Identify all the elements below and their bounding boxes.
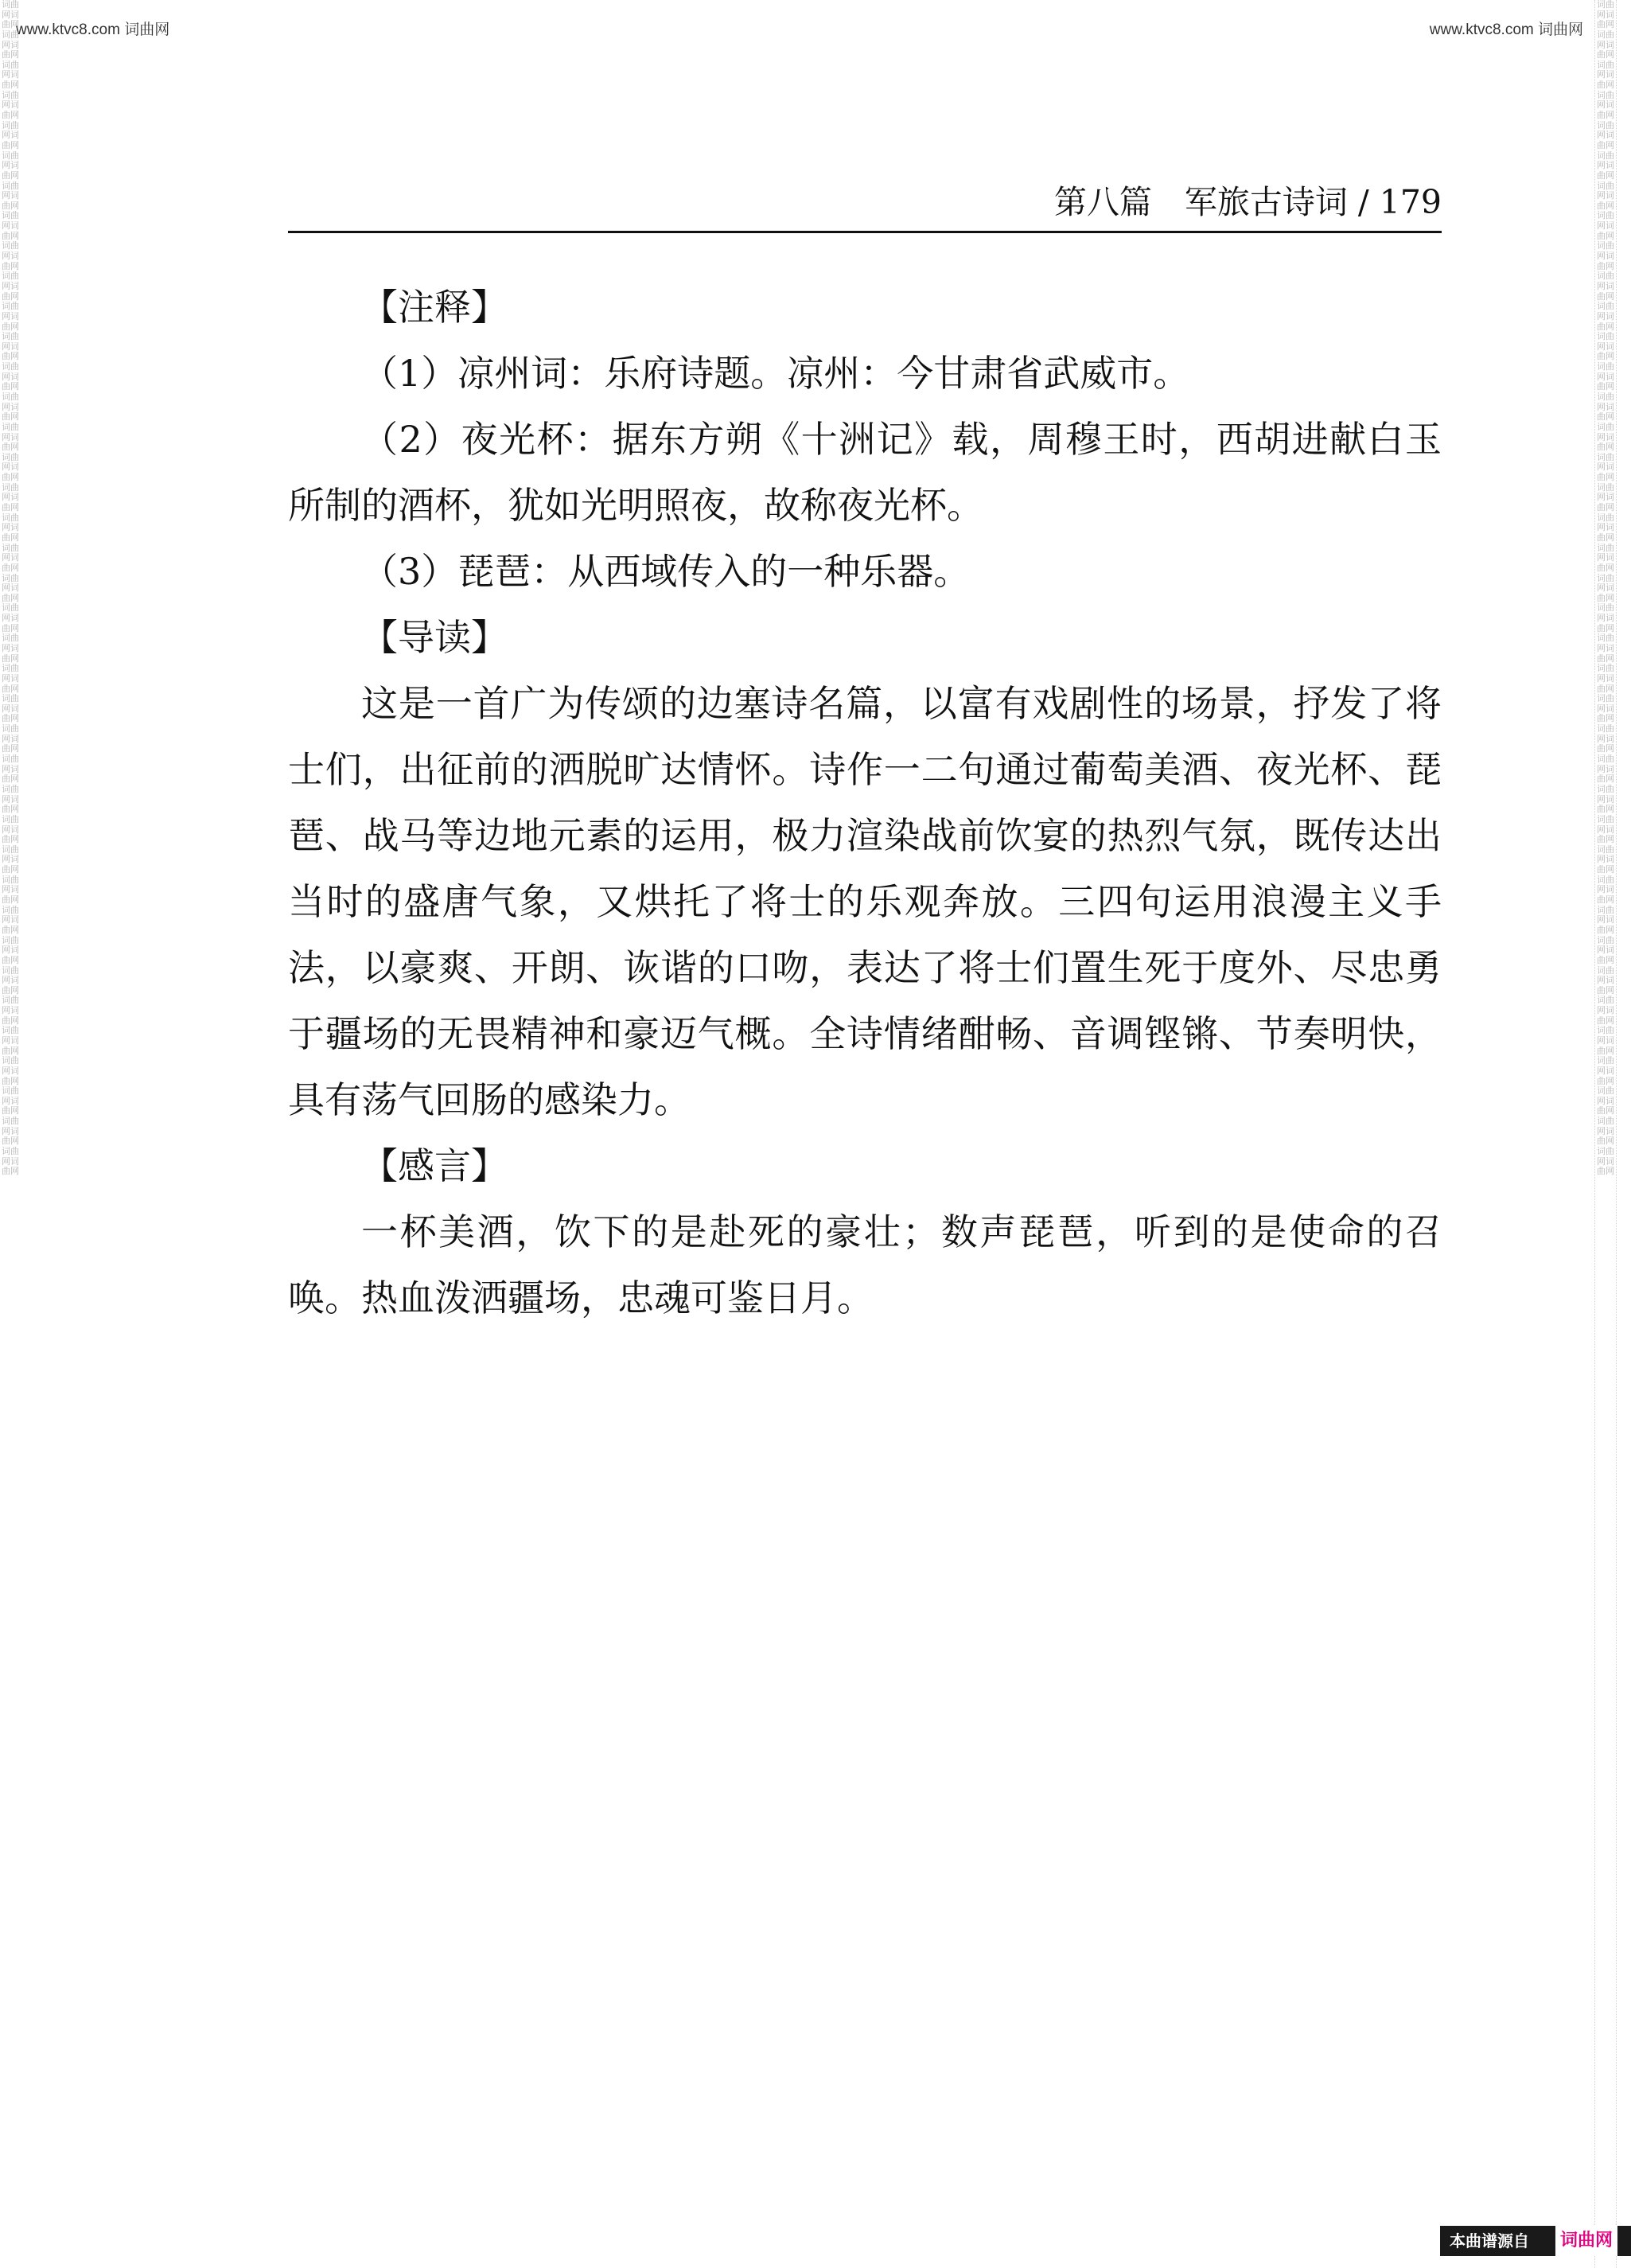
guide-heading: 【导读】: [361, 616, 508, 659]
reflection-heading: 【感言】: [361, 1144, 508, 1187]
note-item: （2）夜光杯：据东方朔《十洲记》载，周穆王时，西胡进献白玉所制的酒杯，犹如光明照夜，故称夜光杯。: [288, 418, 1442, 527]
note-item: （1）凉州词：乐府诗题。凉州：今甘肃省武威市。: [361, 352, 1190, 395]
note-item: （3）琵琶：从西域传入的一种乐器。: [361, 550, 971, 593]
notes-heading: 【注释】: [361, 286, 508, 329]
guide-body: 这是一首广为传颂的边塞诗名篇，以富有戏剧性的场景，抒发了将士们，出征前的洒脱旷达情怀。诗作一二句通过葡萄美酒、夜光杯、琵琶、战马等边地元素的运用，极力渲染战前饮宴的热烈气氛，既传达出当时的盛唐气象，又烘托了将士的乐观奔放。三四句运用浪漫主义手法，以豪爽、开朗、诙谐的口吻，表达了将士们置生死于度外、尽忠勇于疆场的无畏精神和豪迈气概。全诗情绪酣畅、音调铿锵、节奏明快，具有荡气回肠的感染力。: [288, 682, 1442, 1121]
watermark-side-strip-left: 词曲网词曲网词曲网词曲网词曲网词曲网词曲网词曲网词曲网词曲网词曲网词曲网词曲网词曲网词曲网词曲网词曲网词曲网词曲网词曲网词曲网词曲网词曲网词曲网词曲网词曲网词曲网词曲网词曲网词曲网词曲网词曲网词曲网词曲网词曲网词曲网词曲网词曲网词曲网词曲网词曲网词曲网词曲网词曲网词曲网词曲网词曲网词曲网词曲网词曲网词曲网词曲网词曲网词曲网词曲网词曲网词曲网词曲网词曲网词曲网词曲网词曲网词曲网词曲网词曲网词曲网词曲网词曲网词曲网词曲网词曲网词曲网词曲网词曲网词曲网词曲网词曲网词曲网: [2, 0, 19, 1177]
footer-source-label: 本曲谱源自: [1450, 2231, 1529, 2250]
reflection-body: 一杯美酒，饮下的是赴死的豪壮；数声琵琶，听到的是使命的召唤。热血泼洒疆场，忠魂可鉴日月。: [288, 1210, 1442, 1319]
page-content: [288, 275, 1442, 1331]
watermark-top-left: www.ktvc8.com 词曲网: [16, 21, 170, 38]
footer-site-logo[interactable]: 词曲网: [1555, 2226, 1617, 2256]
running-header-title: 第八篇 军旅古诗词 / 179: [1053, 183, 1442, 221]
running-header: [288, 177, 1442, 233]
watermark-side-strip-right: 词曲网词曲网词曲网词曲网词曲网词曲网词曲网词曲网词曲网词曲网词曲网词曲网词曲网词曲网词曲网词曲网词曲网词曲网词曲网词曲网词曲网词曲网词曲网词曲网词曲网词曲网词曲网词曲网词曲网词曲网词曲网词曲网词曲网词曲网词曲网词曲网词曲网词曲网词曲网词曲网词曲网词曲网词曲网词曲网词曲网词曲网词曲网词曲网词曲网词曲网词曲网词曲网词曲网词曲网词曲网词曲网词曲网词曲网词曲网词曲网词曲网词曲网词曲网词曲网词曲网词曲网词曲网词曲网词曲网词曲网词曲网词曲网词曲网词曲网词曲网词曲网词曲网词曲网: [1594, 0, 1617, 2268]
watermark-top-right: www.ktvc8.com 词曲网: [1429, 21, 1583, 38]
